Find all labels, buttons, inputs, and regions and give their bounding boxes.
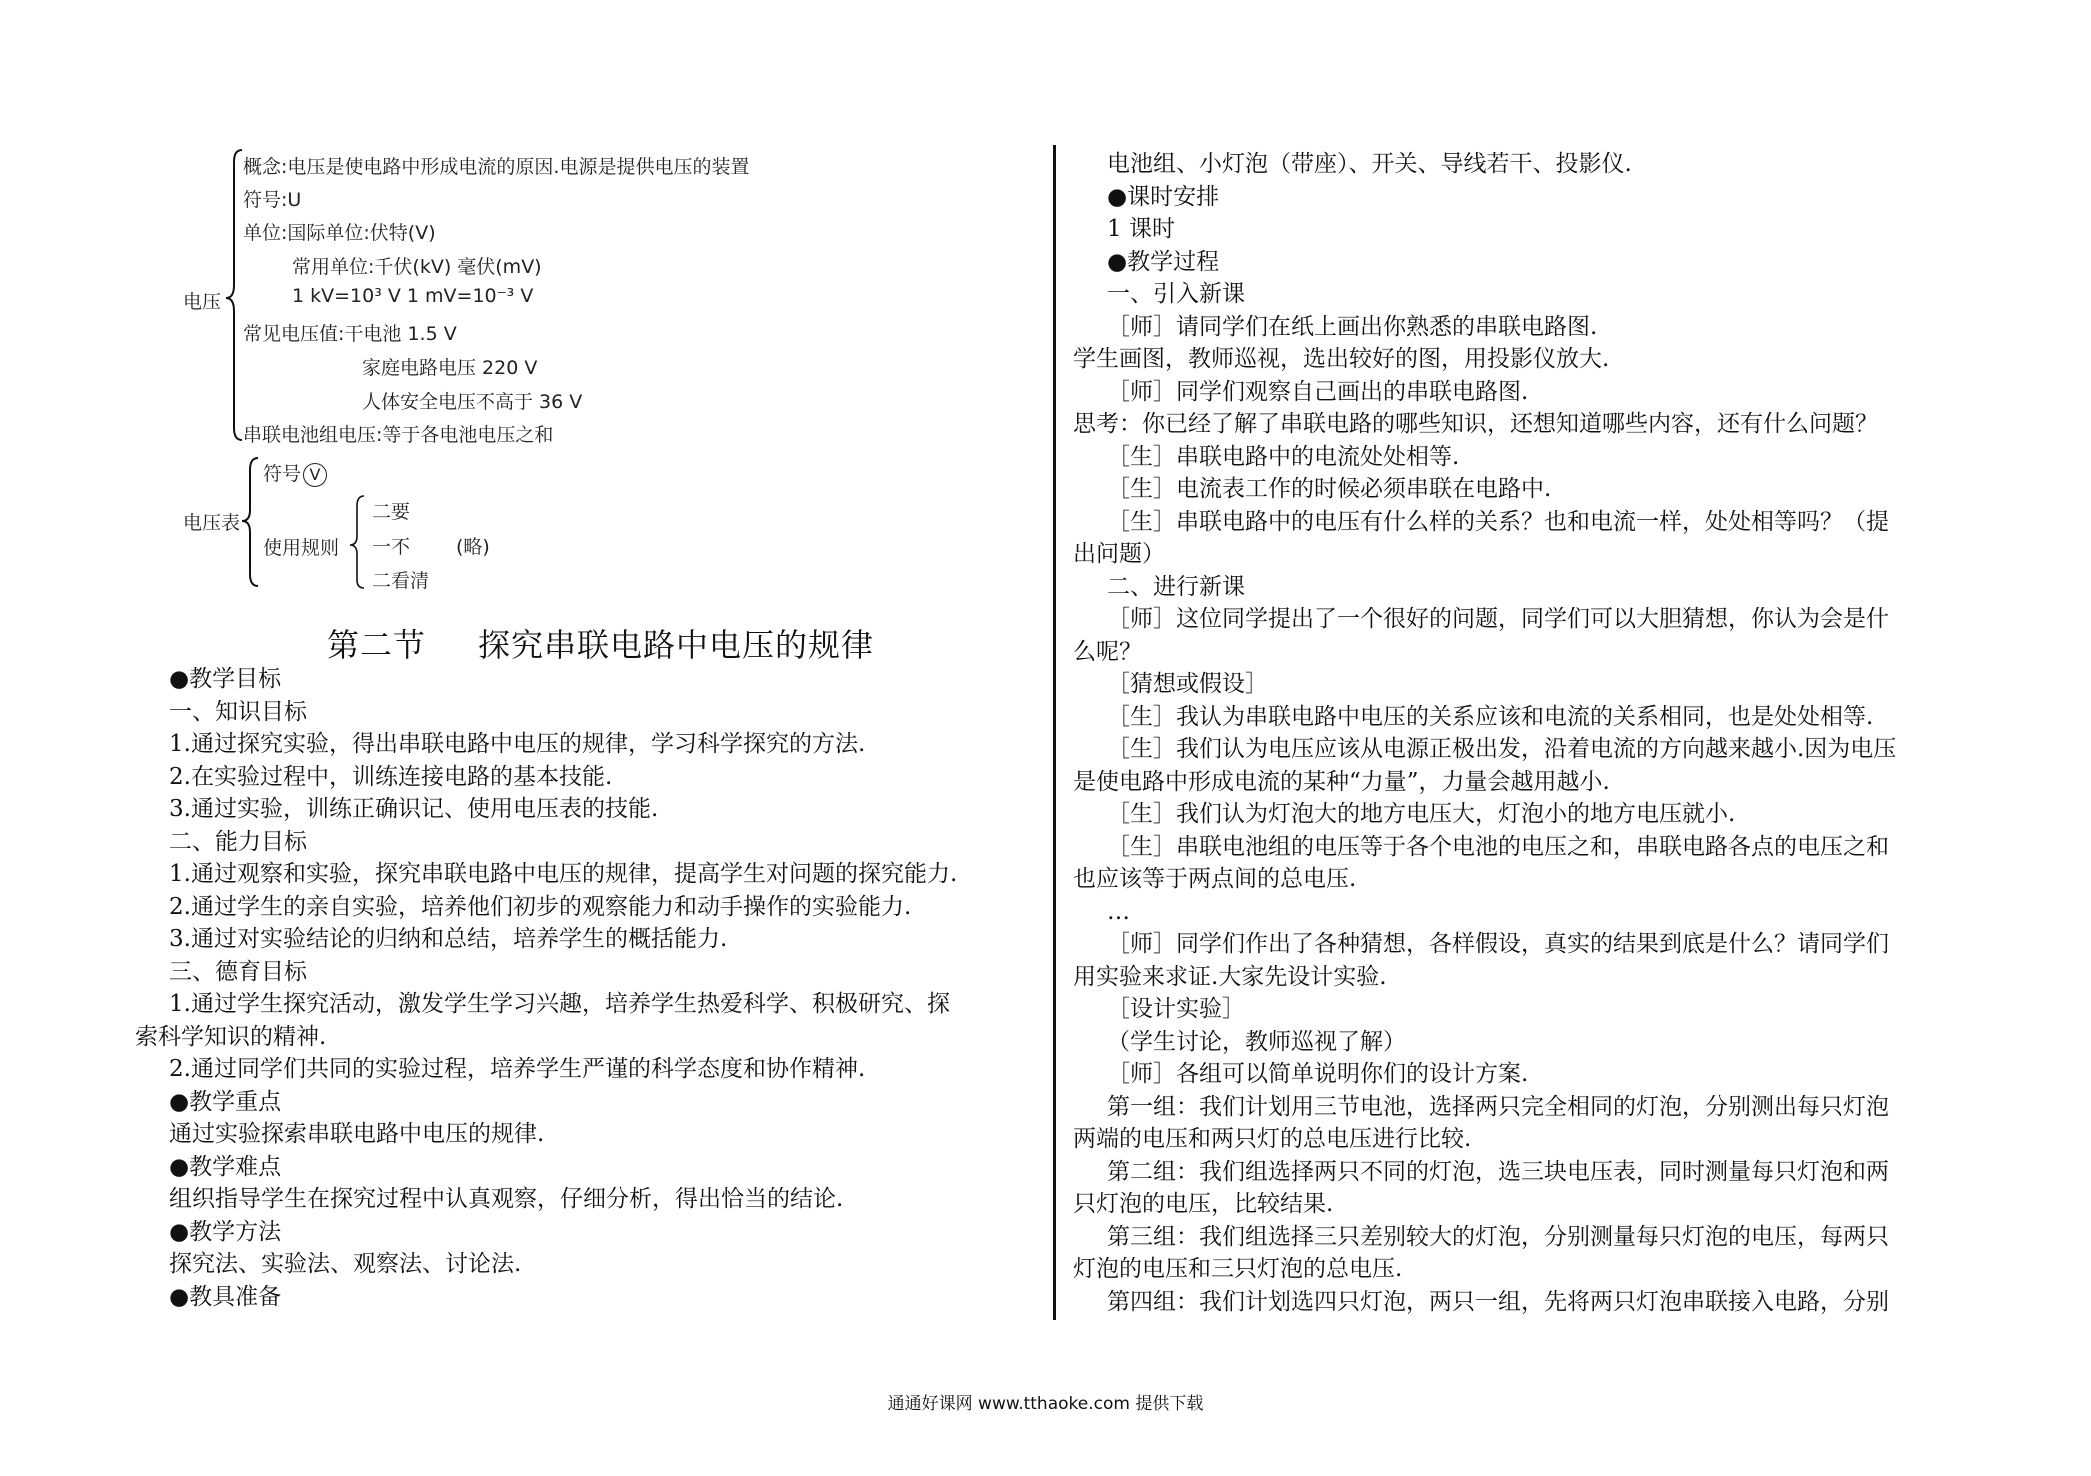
text-line: 用实验来求证.大家先设计实验. [1073, 963, 1387, 990]
text-line: 第一组：我们计划用三节电池，选择两只完全相同的灯泡，分别测出每只灯泡 [1107, 1093, 1889, 1120]
text-line: 3.通过对实验结论的归纳和总结，培养学生的概括能力. [169, 926, 728, 952]
voltage-household: 家庭电路电压 220 V [362, 357, 538, 379]
voltmeter-rules-label: 使用规则 [263, 537, 340, 559]
column-divider [1053, 145, 1056, 1320]
text-line: 1.通过观察和实验，探究串联电路中电压的规律，提高学生对问题的探究能力. [169, 861, 958, 887]
text-line: ［师］同学们作出了各种猜想，各样假设，真实的结果到底是什么？请同学们 [1107, 931, 1889, 957]
section-name: 探究串联电路中电压的规律 [478, 626, 875, 664]
voltmeter-rule-2: 一不 [372, 536, 411, 558]
text-line: 探究法、实验法、观察法、讨论法. [169, 1251, 522, 1277]
text-line: 一、知识目标 [169, 698, 307, 725]
text-line: ［生］我认为串联电路中电压的关系应该和电流的关系相同，也是处处相等. [1107, 703, 1874, 730]
text-line: ［猜想或假设］ [1107, 671, 1268, 697]
text-line: ［生］我们认为灯泡大的地方电压大，灯泡小的地方电压就小. [1107, 801, 1736, 827]
text-line: 组织指导学生在探究过程中认真观察，仔细分析，得出恰当的结论. [169, 1186, 844, 1212]
text-line: 么呢？ [1073, 638, 1142, 665]
section-title [327, 620, 874, 666]
footer-credit: 通通好课网 www.tthaoke.com 提供下载 [887, 1394, 1204, 1414]
text-line: … [1107, 898, 1130, 925]
voltmeter-symbol [263, 459, 327, 487]
text-line: ●课时安排 [1107, 183, 1220, 210]
text-line: ●教学难点 [169, 1153, 282, 1180]
right-column [1073, 148, 1993, 1318]
text-line: 1.通过学生探究活动，激发学生学习兴趣，培养学生热爱科学、积极研究、探 [169, 991, 950, 1017]
voltage-brace [226, 150, 242, 440]
text-line: 1 课时 [1107, 216, 1175, 242]
text-line: 是使电路中形成电流的某种“力量”，力量会越用越小. [1073, 768, 1610, 795]
text-line: 思考：你已经了解了串联电路的哪些知识，还想知道哪些内容，还有什么问题？ [1073, 411, 1878, 437]
text-line: 2.通过同学们共同的实验过程，培养学生严谨的科学态度和协作精神. [169, 1056, 866, 1082]
text-line: 两端的电压和两只灯的总电压进行比较. [1073, 1126, 1472, 1152]
text-line: ［生］电流表工作的时候必须串联在电路中. [1107, 476, 1552, 502]
text-line: 2.在实验过程中，训练连接电路的基本技能. [169, 763, 613, 790]
voltage-common-values: 常见电压值:干电池 1.5 V [243, 323, 457, 345]
text-line: 三、德育目标 [169, 958, 307, 985]
voltmeter-rule-3: 二看清 [372, 570, 430, 592]
text-line: ［生］串联电池组的电压等于各个电池的电压之和，串联电路各点的电压之和 [1107, 833, 1889, 860]
text-line: ［设计实验］ [1107, 996, 1245, 1022]
text-line: ●教学重点 [169, 1088, 282, 1115]
voltmeter-circle-icon: V [303, 463, 327, 487]
text-line: 1.通过探究实验，得出串联电路中电压的规律，学习科学探究的方法. [169, 731, 866, 757]
voltage-root: 电压 [183, 291, 222, 313]
voltmeter-rule-1: 二要 [372, 501, 411, 523]
text-line: 第二组：我们组选择两只不同的灯泡，选三块电压表，同时测量每只灯泡和两 [1107, 1158, 1889, 1185]
section-number: 第二节 [327, 626, 427, 664]
text-line: ●教具准备 [169, 1283, 282, 1310]
text-line: ［生］串联电路中的电流处处相等. [1107, 443, 1460, 470]
voltage-unit: 单位:国际单位:伏特(V) [243, 222, 436, 244]
text-line: ［师］请同学们在纸上画出你熟悉的串联电路图. [1107, 313, 1598, 340]
text-line: 第四组：我们计划选四只灯泡，两只一组，先将两只灯泡串联接入电路，分别 [1107, 1288, 1889, 1315]
text-line: 第三组：我们组选择三只差别较大的灯泡，分别测量每只灯泡的电压，每两只 [1107, 1223, 1889, 1250]
voltage-common-unit: 常用单位:千伏(kV) 毫伏(mV) [292, 256, 542, 278]
voltmeter-root: 电压表 [183, 512, 241, 534]
voltage-safe: 人体安全电压不高于 36 V [362, 391, 583, 413]
voltage-series-battery: 串联电池组电压:等于各电池电压之和 [243, 424, 554, 446]
voltage-conversion: 1 kV=10³ V 1 mV=10⁻³ V [292, 285, 534, 307]
text-line: ［师］同学们观察自己画出的串联电路图. [1107, 378, 1529, 405]
text-line: 灯泡的电压和三只灯泡的总电压. [1073, 1256, 1403, 1282]
text-line: 也应该等于两点间的总电压. [1073, 866, 1357, 892]
left-column [135, 663, 1035, 1313]
text-line: 3.通过实验，训练正确识记、使用电压表的技能. [169, 796, 659, 822]
text-line: （学生讨论，教师巡视了解） [1107, 1028, 1406, 1055]
rules-brace [350, 496, 364, 588]
text-line: 只灯泡的电压，比较结果. [1073, 1191, 1334, 1217]
text-line: 学生画图，教师巡视，选出较好的图，用投影仪放大. [1073, 346, 1610, 372]
text-line: ［生］我们认为电压应该从电源正极出发，沿着电流的方向越来越小.因为电压 [1107, 736, 1897, 762]
text-line: 电池组、小灯泡（带座）、开关、导线若干、投影仪. [1107, 151, 1632, 177]
text-line: ●教学过程 [1107, 248, 1220, 275]
voltmeter-brace [242, 458, 258, 586]
voltage-concept: 概念:电压是使电路中形成电流的原因.电源是提供电压的装置 [243, 156, 750, 178]
voltage-symbol: 符号:U [243, 189, 302, 211]
text-line: 二、能力目标 [169, 828, 307, 855]
text-line: ［师］这位同学提出了一个很好的问题，同学们可以大胆猜想，你认为会是什 [1107, 606, 1889, 632]
text-line: ●教学目标 [169, 666, 282, 692]
text-line: 通过实验探索串联电路中电压的规律. [169, 1121, 545, 1147]
text-line: 索科学知识的精神. [135, 1023, 327, 1050]
text-line: ●教学方法 [169, 1218, 282, 1245]
text-line: 出问题） [1073, 541, 1165, 567]
text-line: 2.通过学生的亲自实验，培养他们初步的观察能力和动手操作的实验能力. [169, 893, 912, 920]
text-line: 一、引入新课 [1107, 281, 1245, 307]
text-line: 二、进行新课 [1107, 573, 1245, 600]
text-line: ［师］各组可以简单说明你们的设计方案. [1107, 1061, 1529, 1087]
voltmeter-symbol-label: 符号 [263, 463, 302, 485]
text-line: ［生］串联电路中的电压有什么样的关系？也和电流一样，处处相等吗？（提 [1107, 508, 1889, 535]
voltmeter-omitted: (略) [456, 536, 490, 558]
